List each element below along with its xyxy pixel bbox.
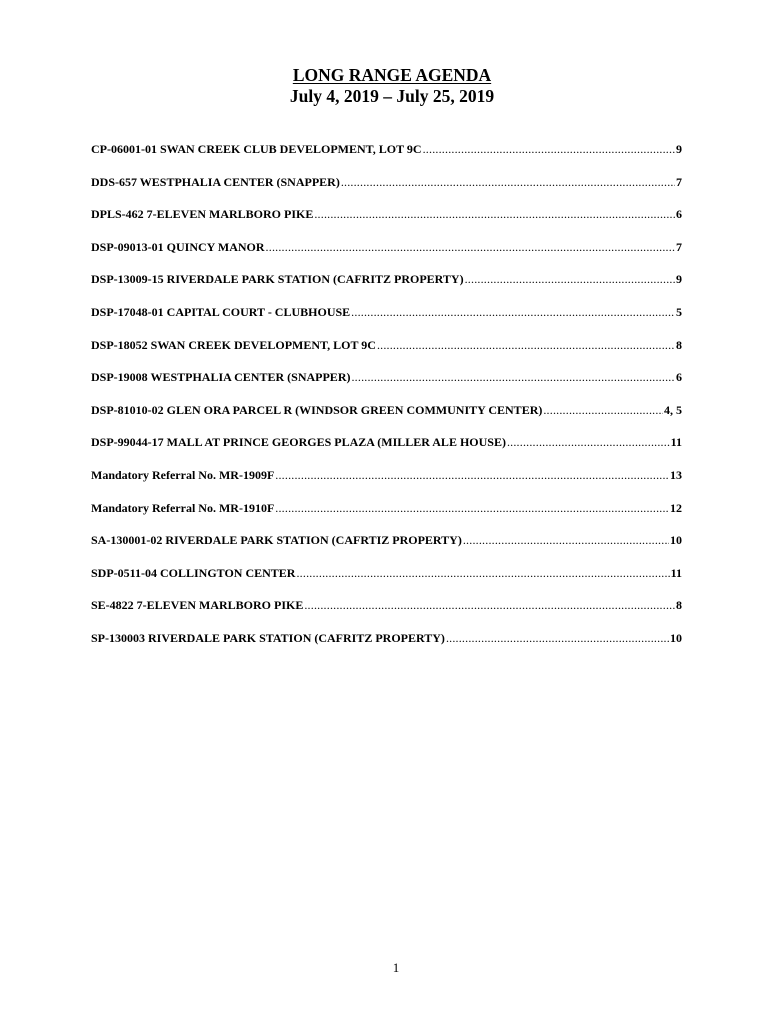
toc-entry-page: 6 [676,370,682,385]
table-of-contents [91,142,682,664]
toc-entry-label: DSP-19008 WESTPHALIA CENTER (SNAPPER) [91,370,351,385]
toc-entry-cp-06001-01[interactable] [91,142,682,175]
toc-dot-leader [351,305,675,320]
toc-entry-sp-130003[interactable] [91,631,682,664]
toc-dot-leader [304,598,675,613]
toc-dot-leader [377,338,675,353]
toc-entry-label: CP-06001-01 SWAN CREEK CLUB DEVELOPMENT, LOT 9C [91,142,422,156]
toc-entry-mr-1909f[interactable] [91,468,682,501]
toc-entry-page: 7 [676,239,682,254]
toc-entry-label: DSP-09013-01 QUINCY MANOR [91,239,265,254]
toc-dot-leader [507,435,670,450]
toc-entry-dsp-13009-15[interactable] [91,272,682,305]
toc-dot-leader [314,207,675,222]
toc-entry-page: 8 [676,337,682,352]
toc-entry-page: 10 [670,630,682,645]
toc-entry-label: Mandatory Referral No. MR-1910F [91,500,275,515]
page-number: 1 [392,960,400,975]
toc-entry-label: DPLS-462 7-ELEVEN MARLBORO PIKE [91,207,314,222]
toc-entry-label: DSP-99044-17 MALL AT PRINCE GEORGES PLAZA (MILLER ALE HOUSE) [91,435,506,450]
toc-entry-page: 11 [670,565,682,580]
toc-entry-page: 8 [676,598,682,613]
toc-dot-leader [341,175,675,190]
toc-entry-dpls-462[interactable] [91,207,682,240]
toc-entry-dsp-99044-17[interactable] [91,435,682,468]
toc-entry-page: 9 [676,142,682,156]
toc-entry-sa-130001-02[interactable] [91,533,682,566]
toc-entry-dsp-19008[interactable] [91,370,682,403]
toc-dot-leader [463,533,669,548]
toc-dot-leader [275,501,669,516]
toc-entry-page: 13 [670,467,682,482]
toc-entry-label: SA-130001-02 RIVERDALE PARK STATION (CAFRTIZ PROPERTY) [91,533,462,548]
toc-entry-dsp-17048-01[interactable] [91,305,682,338]
toc-entry-label: SE-4822 7-ELEVEN MARLBORO PIKE [91,598,304,613]
toc-entry-dds-657[interactable] [91,175,682,208]
toc-dot-leader [446,631,669,646]
date-range: July 4, 2019 – July 25, 2019 [289,86,495,106]
toc-dot-leader [266,240,675,255]
toc-dot-leader [543,403,663,418]
toc-entry-label: DSP-81010-02 GLEN ORA PARCEL R (WINDSOR GREEN COMMUNITY CENTER) [91,402,543,417]
toc-entry-label: SP-130003 RIVERDALE PARK STATION (CAFRITZ PROPERTY) [91,630,445,645]
toc-entry-label: DSP-18052 SWAN CREEK DEVELOPMENT, LOT 9C [91,337,376,352]
toc-dot-leader [423,142,675,157]
toc-entry-dsp-18052[interactable] [91,338,682,371]
toc-entry-label: DSP-17048-01 CAPITAL COURT - CLUBHOUSE [91,304,351,319]
toc-entry-page: 4, 5 [664,402,682,417]
toc-entry-label: SDP-0511-04 COLLINGTON CENTER [91,565,296,580]
toc-entry-page: 6 [676,207,682,222]
toc-entry-page: 9 [676,272,682,287]
document-title: LONG RANGE AGENDA [292,65,492,85]
toc-entry-label: DDS-657 WESTPHALIA CENTER (SNAPPER) [91,174,340,189]
toc-dot-leader [351,370,675,385]
toc-entry-sdp-0511-04[interactable] [91,566,682,599]
toc-entry-page: 10 [670,533,682,548]
toc-entry-page: 12 [670,500,682,515]
toc-entry-se-4822[interactable] [91,598,682,631]
toc-entry-label: DSP-13009-15 RIVERDALE PARK STATION (CAFRITZ PROPERTY) [91,272,464,287]
toc-entry-page: 7 [676,174,682,189]
toc-dot-leader [296,566,669,581]
toc-entry-page: 5 [676,304,682,319]
toc-entry-dsp-81010-02[interactable] [91,403,682,436]
toc-dot-leader [465,272,675,287]
toc-entry-page: 11 [670,435,682,450]
toc-dot-leader [275,468,669,483]
toc-entry-mr-1910f[interactable] [91,501,682,534]
toc-entry-label: Mandatory Referral No. MR-1909F [91,467,275,482]
toc-entry-dsp-09013-01[interactable] [91,240,682,273]
